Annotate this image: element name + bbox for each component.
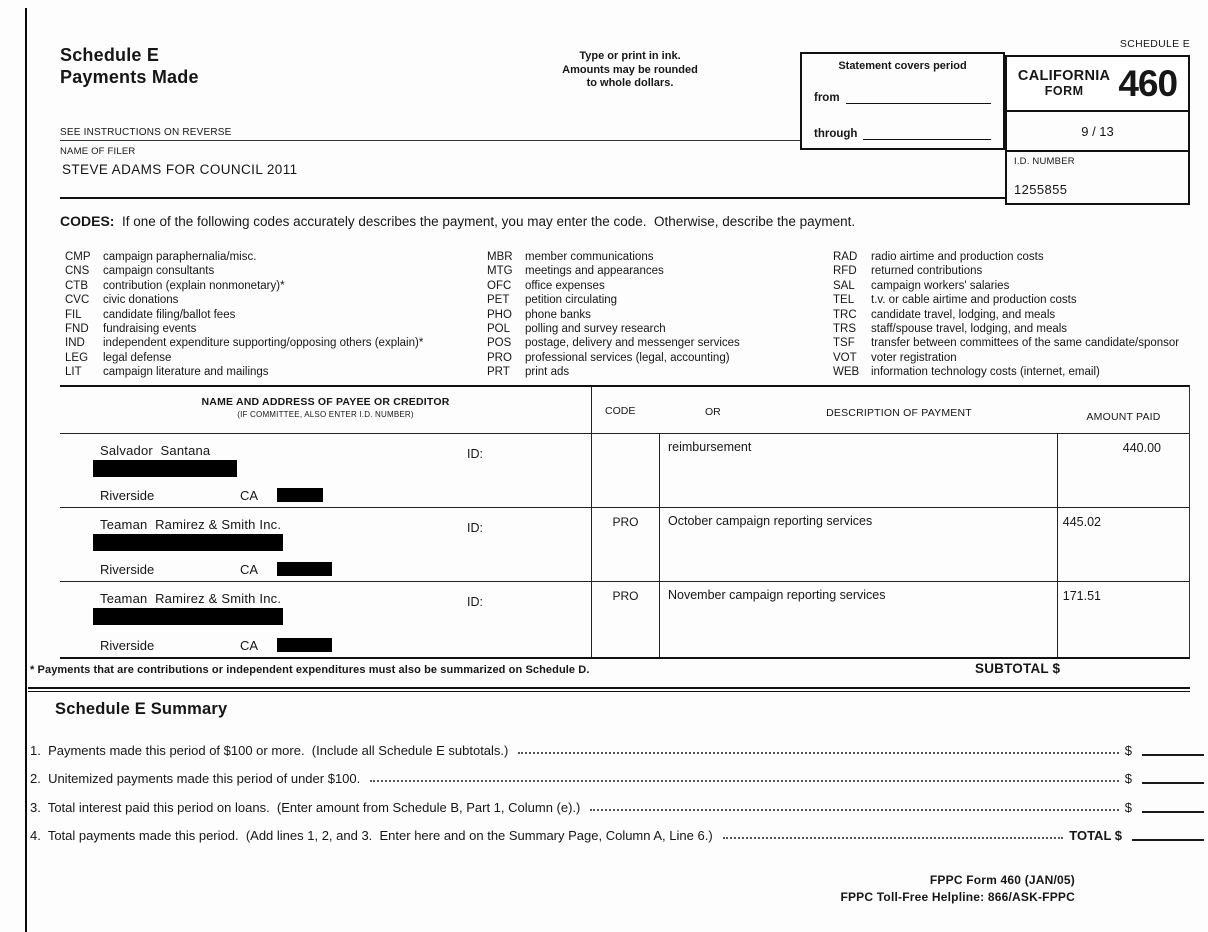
payee-header-main: NAME AND ADDRESS OF PAYEE OR CREDITOR bbox=[201, 396, 450, 408]
code-item bbox=[487, 336, 832, 350]
statement-period-title: Statement covers period bbox=[838, 60, 967, 72]
code-item bbox=[833, 336, 1205, 350]
summary-title: Schedule E Summary bbox=[55, 700, 228, 718]
code-item bbox=[65, 264, 485, 278]
payment-code bbox=[592, 434, 660, 507]
redacted-address bbox=[93, 460, 237, 477]
code-item bbox=[65, 279, 485, 293]
redacted-address bbox=[93, 608, 283, 625]
payee-state: CA bbox=[240, 638, 259, 653]
code-abbr: OFC bbox=[487, 279, 512, 292]
summary-line-2 bbox=[30, 758, 1206, 787]
code-desc: legal defense bbox=[103, 351, 172, 364]
redacted-zip bbox=[277, 488, 323, 502]
summary-line-3 bbox=[30, 786, 1206, 815]
code-desc: phone banks bbox=[525, 308, 591, 321]
code-desc: petition circulating bbox=[525, 294, 618, 307]
code-desc: meetings and appearances bbox=[525, 265, 664, 278]
from-label: from bbox=[814, 92, 840, 104]
code-item bbox=[833, 365, 1205, 379]
divider-line bbox=[60, 197, 1005, 199]
redacted-zip bbox=[277, 562, 332, 576]
payments-table-header bbox=[60, 387, 1189, 434]
code-abbr: CVC bbox=[65, 294, 90, 307]
code-desc: professional services (legal, accounting) bbox=[525, 351, 730, 364]
payee-city: Riverside bbox=[100, 488, 155, 503]
summary-line-text: 3. Total interest paid this period on loans. (Enter amount from Schedule B, Part 1, Column (e).) bbox=[30, 799, 581, 815]
dollar-label: $ bbox=[1124, 799, 1132, 815]
payment-code: PRO bbox=[592, 508, 660, 581]
payee-id-label: ID: bbox=[467, 521, 483, 535]
payee-city: Riverside bbox=[100, 638, 155, 653]
code-item bbox=[833, 279, 1205, 293]
description-column-header: DESCRIPTION OF PAYMENT bbox=[826, 407, 972, 419]
code-item bbox=[65, 351, 485, 365]
code-desc: campaign literature and mailings bbox=[103, 366, 269, 379]
statement-through-row bbox=[814, 126, 991, 140]
code-abbr: PET bbox=[487, 294, 510, 307]
codes-column-2 bbox=[487, 250, 832, 380]
code-item bbox=[487, 351, 832, 365]
code-abbr: LEG bbox=[65, 351, 89, 364]
filer-label: NAME OF FILER bbox=[60, 146, 136, 157]
code-abbr: FND bbox=[65, 323, 89, 336]
code-item bbox=[65, 322, 485, 336]
code-item bbox=[487, 322, 832, 336]
codes-column-1 bbox=[65, 250, 485, 380]
codes-intro-sentence: If one of the following codes accurately describes the payment, you may enter the code. Otherwise, describe the payment. bbox=[121, 214, 856, 229]
payment-amount: 440.00 bbox=[1122, 441, 1161, 455]
footer-helpline: FPPC Toll-Free Helpline: 866/ASK-FPPC bbox=[840, 889, 1075, 904]
code-desc: transfer between committees of the same candidate/sponsor bbox=[871, 337, 1180, 350]
form-number: 460 bbox=[1118, 62, 1178, 104]
code-abbr: IND bbox=[65, 337, 85, 350]
code-item bbox=[833, 293, 1205, 307]
id-number-value: 1255855 bbox=[1014, 182, 1068, 197]
statement-period-box bbox=[800, 52, 1005, 150]
ink-note-line: Type or print in ink. bbox=[579, 50, 681, 62]
ink-note-line: Amounts may be rounded bbox=[562, 63, 698, 76]
payee-cell bbox=[60, 582, 592, 657]
payment-amount: 445.02 bbox=[1062, 515, 1101, 529]
code-desc: radio airtime and production costs bbox=[871, 251, 1044, 263]
total-dollar-label: TOTAL $ bbox=[1069, 828, 1122, 843]
dotted-leader bbox=[590, 809, 1118, 811]
code-desc: print ads bbox=[525, 366, 570, 379]
title-line-2: Payments Made bbox=[60, 67, 199, 87]
dotted-leader bbox=[723, 837, 1064, 839]
payments-table bbox=[60, 385, 1190, 659]
payee-name: Teaman Ramirez & Smith Inc. bbox=[100, 517, 282, 532]
payment-description: November campaign reporting services bbox=[660, 582, 1058, 657]
form-word: FORM bbox=[1044, 83, 1084, 98]
payee-name: Teaman Ramirez & Smith Inc. bbox=[100, 591, 282, 606]
payment-row bbox=[60, 508, 1189, 582]
summary-line-text: 1. Payments made this period of $100 or more. (Include all Schedule E subtotals.) bbox=[30, 742, 509, 758]
code-item bbox=[487, 250, 832, 264]
statement-from-row bbox=[814, 90, 991, 104]
payee-id-label: ID: bbox=[467, 447, 483, 461]
code-item bbox=[65, 293, 485, 307]
from-blank-field bbox=[846, 90, 991, 104]
or-label: OR bbox=[705, 406, 721, 418]
code-abbr: TRS bbox=[833, 323, 856, 336]
schedule-tag: SCHEDULE E bbox=[1119, 38, 1190, 50]
code-abbr: PHO bbox=[487, 308, 512, 321]
redacted-zip bbox=[277, 638, 332, 652]
title-line-1: Schedule E bbox=[60, 45, 160, 65]
amount-blank-field bbox=[1142, 811, 1204, 813]
code-item bbox=[833, 250, 1205, 264]
see-instructions-note: SEE INSTRUCTIONS ON REVERSE bbox=[60, 127, 232, 138]
codes-column-3 bbox=[833, 250, 1205, 380]
code-abbr: CNS bbox=[65, 265, 90, 278]
code-item bbox=[487, 279, 832, 293]
code-abbr: VOT bbox=[833, 351, 857, 364]
california-form-box bbox=[1005, 55, 1190, 112]
code-abbr: MTG bbox=[487, 265, 513, 278]
code-abbr: TRC bbox=[833, 308, 857, 321]
filer-name: STEVE ADAMS FOR COUNCIL 2011 bbox=[62, 162, 298, 177]
code-desc: postage, delivery and messenger services bbox=[525, 337, 740, 350]
code-item bbox=[65, 250, 485, 264]
payee-name: Salvador Santana bbox=[100, 443, 211, 458]
id-number-box bbox=[1005, 150, 1190, 205]
code-item bbox=[833, 308, 1205, 322]
amount-blank-field bbox=[1132, 839, 1204, 841]
code-abbr: TSF bbox=[833, 337, 855, 350]
code-abbr: PRO bbox=[487, 351, 512, 364]
code-item bbox=[487, 308, 832, 322]
code-item bbox=[833, 351, 1205, 365]
page-indicator: 9 / 13 bbox=[1005, 110, 1190, 152]
payee-state: CA bbox=[240, 488, 259, 503]
codes-intro-label: CODES: bbox=[60, 213, 115, 229]
form-brand bbox=[1018, 69, 1110, 97]
code-abbr: SAL bbox=[833, 279, 855, 292]
code-item bbox=[65, 308, 485, 322]
code-item bbox=[833, 264, 1205, 278]
summary-line-1 bbox=[30, 729, 1206, 758]
code-desc: voter registration bbox=[871, 351, 957, 364]
ink-instruction-note bbox=[520, 50, 740, 91]
amount-column-header: AMOUNT PAID bbox=[1086, 411, 1161, 423]
id-number-label: I.D. NUMBER bbox=[1014, 156, 1075, 167]
code-desc: campaign workers' salaries bbox=[871, 279, 1010, 292]
page-title bbox=[60, 44, 199, 88]
summary-lines bbox=[30, 729, 1206, 843]
dollar-label: $ bbox=[1124, 771, 1132, 786]
code-desc: candidate travel, lodging, and meals bbox=[871, 308, 1056, 321]
divider-line bbox=[60, 140, 800, 141]
codes-intro-text bbox=[114, 214, 122, 229]
payment-description: reimbursement bbox=[660, 434, 1058, 507]
code-abbr: TEL bbox=[833, 294, 855, 307]
code-desc: contribution (explain nonmonetary)* bbox=[103, 279, 285, 292]
code-abbr: CMP bbox=[65, 251, 91, 263]
dotted-leader bbox=[370, 780, 1119, 782]
code-abbr: WEB bbox=[833, 366, 860, 379]
code-abbr: FIL bbox=[65, 308, 82, 321]
payment-row bbox=[60, 434, 1189, 508]
payee-city: Riverside bbox=[100, 562, 155, 577]
code-abbr: MBR bbox=[487, 251, 513, 263]
subtotal-label: SUBTOTAL $ bbox=[975, 661, 1061, 676]
code-desc: fundraising events bbox=[103, 323, 197, 336]
code-desc: t.v. or cable airtime and production costs bbox=[871, 294, 1077, 307]
amount-blank-field bbox=[1142, 782, 1204, 784]
form-footer bbox=[840, 872, 1075, 905]
code-desc: campaign paraphernalia/misc. bbox=[103, 251, 257, 263]
code-desc: civic donations bbox=[103, 294, 179, 307]
amount-blank-field bbox=[1142, 754, 1204, 756]
payments-rows bbox=[60, 434, 1189, 657]
summary-line-text: 4. Total payments made this period. (Add lines 1, 2, and 3. Enter here and on the Summary Page, Column A, Line 6.) bbox=[30, 828, 713, 843]
code-column-header: CODE bbox=[605, 405, 636, 417]
code-desc: campaign consultants bbox=[103, 265, 215, 278]
payment-code: PRO bbox=[592, 582, 660, 657]
code-abbr: RFD bbox=[833, 265, 857, 278]
summary-line-text: 2. Unitemized payments made this period of under $100. bbox=[30, 771, 361, 786]
code-abbr: LIT bbox=[65, 366, 82, 379]
codes-intro bbox=[60, 213, 855, 229]
code-item bbox=[65, 336, 485, 350]
code-desc: office expenses bbox=[525, 279, 605, 292]
payee-column-header bbox=[60, 387, 592, 433]
code-item bbox=[487, 293, 832, 307]
payee-cell bbox=[60, 434, 592, 507]
payee-state: CA bbox=[240, 562, 259, 577]
code-item bbox=[833, 322, 1205, 336]
scan-left-border bbox=[25, 8, 27, 932]
dollar-label: $ bbox=[1124, 742, 1132, 758]
code-desc: member communications bbox=[525, 251, 654, 263]
payee-id-label: ID: bbox=[467, 595, 483, 609]
payee-header-sub: (IF COMMITTEE, ALSO ENTER I.D. NUMBER) bbox=[237, 410, 414, 419]
code-item bbox=[487, 264, 832, 278]
code-abbr: POS bbox=[487, 337, 512, 350]
code-item bbox=[65, 365, 485, 379]
ink-note-line: to whole dollars. bbox=[586, 77, 674, 89]
code-desc: staff/spouse travel, lodging, and meals bbox=[871, 323, 1068, 336]
payee-cell bbox=[60, 508, 592, 581]
through-blank-field bbox=[863, 126, 991, 140]
section-divider bbox=[28, 687, 1190, 692]
code-abbr: POL bbox=[487, 323, 511, 336]
footer-form-version: FPPC Form 460 (JAN/05) bbox=[929, 873, 1075, 887]
code-desc: candidate filing/ballot fees bbox=[103, 308, 236, 321]
through-label: through bbox=[814, 128, 858, 140]
code-desc: polling and survey research bbox=[525, 323, 666, 336]
payment-amount: 171.51 bbox=[1062, 589, 1101, 603]
code-item bbox=[487, 365, 832, 379]
code-abbr: PRT bbox=[487, 366, 510, 379]
dotted-leader bbox=[518, 752, 1118, 754]
code-abbr: RAD bbox=[833, 251, 858, 263]
code-desc: independent expenditure supporting/opposing others (explain)* bbox=[103, 337, 424, 350]
code-abbr: CTB bbox=[65, 279, 88, 292]
summary-line-4 bbox=[30, 815, 1206, 844]
form-state-word: CALIFORNIA bbox=[1017, 68, 1111, 85]
redacted-address bbox=[93, 534, 283, 551]
payment-description: October campaign reporting services bbox=[660, 508, 1058, 581]
schedule-d-footnote: * Payments that are contributions or independent expenditures must also be summarized on Schedule D. bbox=[30, 664, 590, 676]
code-desc: information technology costs (internet, email) bbox=[871, 366, 1100, 379]
code-desc: returned contributions bbox=[871, 265, 983, 278]
payment-row bbox=[60, 582, 1189, 657]
